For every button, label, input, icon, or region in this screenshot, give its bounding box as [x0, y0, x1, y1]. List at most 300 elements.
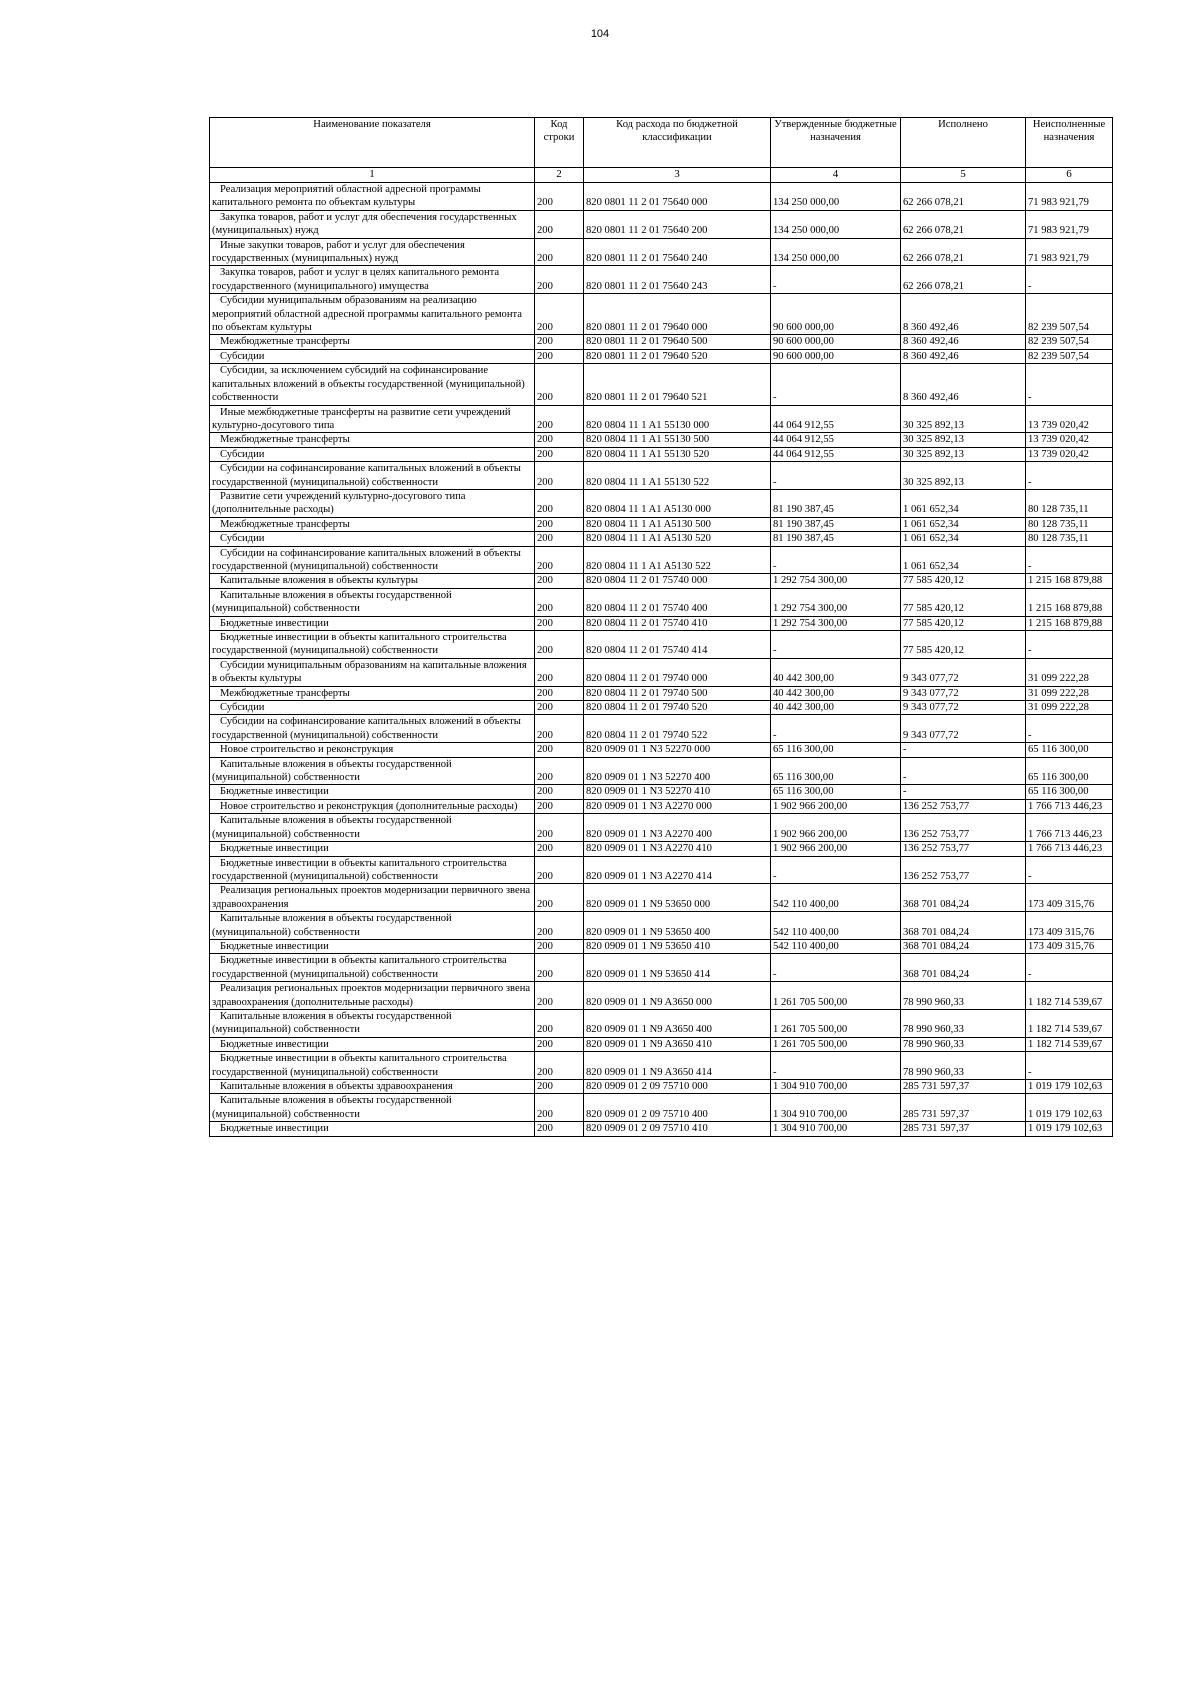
- table-row: [210, 489, 1113, 517]
- row-executed: 30 325 892,13: [901, 447, 1026, 461]
- row-line-code: 200: [535, 912, 584, 940]
- table-row: [210, 210, 1113, 238]
- row-line-code: 200: [535, 701, 584, 715]
- row-line-code: 200: [535, 954, 584, 982]
- row-executed: 8 360 492,46: [901, 364, 1026, 405]
- row-unexecuted: 80 128 735,11: [1026, 517, 1113, 531]
- row-line-code: 200: [535, 658, 584, 686]
- row-line-code: 200: [535, 517, 584, 531]
- table-row: [210, 517, 1113, 531]
- table-row: [210, 1094, 1113, 1122]
- row-executed: 78 990 960,33: [901, 1009, 1026, 1037]
- table-row: [210, 1080, 1113, 1094]
- row-line-code: 200: [535, 405, 584, 433]
- row-line-code: 200: [535, 1037, 584, 1051]
- row-executed: 9 343 077,72: [901, 715, 1026, 743]
- row-budget-code: 820 0909 01 1 N9 A3650 414: [584, 1052, 771, 1080]
- row-approved: 65 116 300,00: [771, 757, 901, 785]
- row-line-code: 200: [535, 462, 584, 490]
- row-approved: 90 600 000,00: [771, 294, 901, 335]
- table-row: [210, 335, 1113, 349]
- row-budget-code: 820 0909 01 1 N9 53650 000: [584, 884, 771, 912]
- column-number: 6: [1026, 168, 1113, 183]
- row-approved: 1 304 910 700,00: [771, 1080, 901, 1094]
- row-line-code: 200: [535, 546, 584, 574]
- header-indicator-name: Наименование показателя: [210, 118, 535, 168]
- row-name: Субсидии муниципальным образованиям на капитальные вложения в объекты культуры: [210, 658, 535, 686]
- row-budget-code: 820 0804 11 2 01 79740 500: [584, 686, 771, 700]
- row-executed: 62 266 078,21: [901, 183, 1026, 211]
- row-unexecuted: 1 766 713 446,23: [1026, 799, 1113, 813]
- row-unexecuted: 71 983 921,79: [1026, 238, 1113, 266]
- row-budget-code: 820 0801 11 2 01 79640 000: [584, 294, 771, 335]
- row-unexecuted: -: [1026, 856, 1113, 884]
- row-line-code: 200: [535, 489, 584, 517]
- row-name: Субсидии, за исключением субсидий на софинансирование капитальных вложений в объекты государственной (муниципальной) собственности: [210, 364, 535, 405]
- table-row: [210, 574, 1113, 588]
- row-unexecuted: 82 239 507,54: [1026, 294, 1113, 335]
- table-row: [210, 433, 1113, 447]
- row-executed: 368 701 084,24: [901, 954, 1026, 982]
- table-row: [210, 616, 1113, 630]
- row-name: Закупка товаров, работ и услуг в целях капитального ремонта государственного (муниципального) имущества: [210, 266, 535, 294]
- row-line-code: 200: [535, 631, 584, 659]
- row-executed: 78 990 960,33: [901, 1037, 1026, 1051]
- row-approved: -: [771, 546, 901, 574]
- row-line-code: 200: [535, 433, 584, 447]
- row-executed: 30 325 892,13: [901, 462, 1026, 490]
- row-approved: 1 292 754 300,00: [771, 616, 901, 630]
- row-name: Межбюджетные трансферты: [210, 517, 535, 531]
- row-unexecuted: 1 766 713 446,23: [1026, 814, 1113, 842]
- row-approved: 44 064 912,55: [771, 447, 901, 461]
- row-name: Капитальные вложения в объекты государственной (муниципальной) собственности: [210, 1009, 535, 1037]
- table-row: [210, 462, 1113, 490]
- table-row: [210, 939, 1113, 953]
- row-unexecuted: 65 116 300,00: [1026, 785, 1113, 799]
- column-number: 2: [535, 168, 584, 183]
- row-approved: -: [771, 856, 901, 884]
- row-budget-code: 820 0804 11 2 01 79740 000: [584, 658, 771, 686]
- row-line-code: 200: [535, 532, 584, 546]
- table-row: [210, 757, 1113, 785]
- row-name: Субсидии: [210, 447, 535, 461]
- row-line-code: 200: [535, 939, 584, 953]
- row-budget-code: 820 0909 01 1 N3 A2270 400: [584, 814, 771, 842]
- row-executed: -: [901, 785, 1026, 799]
- row-approved: 542 110 400,00: [771, 912, 901, 940]
- row-budget-code: 820 0801 11 2 01 79640 520: [584, 349, 771, 363]
- row-approved: -: [771, 715, 901, 743]
- row-name: Межбюджетные трансферты: [210, 433, 535, 447]
- row-budget-code: 820 0909 01 1 N3 52270 400: [584, 757, 771, 785]
- table-row: [210, 799, 1113, 813]
- row-executed: 77 585 420,12: [901, 588, 1026, 616]
- row-budget-code: 820 0909 01 1 N3 52270 410: [584, 785, 771, 799]
- row-name: Субсидии: [210, 701, 535, 715]
- row-line-code: 200: [535, 1080, 584, 1094]
- row-unexecuted: 80 128 735,11: [1026, 489, 1113, 517]
- row-approved: 1 902 966 200,00: [771, 814, 901, 842]
- column-number: 4: [771, 168, 901, 183]
- row-unexecuted: 1 182 714 539,67: [1026, 982, 1113, 1010]
- row-name: Межбюджетные трансферты: [210, 686, 535, 700]
- row-budget-code: 820 0804 11 1 A1 55130 500: [584, 433, 771, 447]
- row-line-code: 200: [535, 982, 584, 1010]
- row-approved: 81 190 387,45: [771, 517, 901, 531]
- row-approved: -: [771, 631, 901, 659]
- row-unexecuted: 82 239 507,54: [1026, 335, 1113, 349]
- table-row: [210, 405, 1113, 433]
- row-approved: 40 442 300,00: [771, 701, 901, 715]
- row-line-code: 200: [535, 686, 584, 700]
- header-line-code: Код строки: [535, 118, 584, 168]
- row-executed: 136 252 753,77: [901, 799, 1026, 813]
- row-approved: -: [771, 954, 901, 982]
- row-executed: 77 585 420,12: [901, 574, 1026, 588]
- row-unexecuted: -: [1026, 1052, 1113, 1080]
- row-approved: -: [771, 364, 901, 405]
- row-budget-code: 820 0801 11 2 01 79640 521: [584, 364, 771, 405]
- row-budget-code: 820 0909 01 2 09 75710 400: [584, 1094, 771, 1122]
- row-unexecuted: -: [1026, 364, 1113, 405]
- table-row: [210, 294, 1113, 335]
- row-name: Иные межбюджетные трансферты на развитие сети учреждений культурно-досугового типа: [210, 405, 535, 433]
- row-name: Капитальные вложения в объекты государственной (муниципальной) собственности: [210, 912, 535, 940]
- row-line-code: 200: [535, 743, 584, 757]
- row-budget-code: 820 0804 11 2 01 75740 414: [584, 631, 771, 659]
- row-approved: -: [771, 462, 901, 490]
- row-name: Капитальные вложения в объекты культуры: [210, 574, 535, 588]
- row-executed: 30 325 892,13: [901, 405, 1026, 433]
- row-unexecuted: 31 099 222,28: [1026, 701, 1113, 715]
- row-name: Бюджетные инвестиции: [210, 1037, 535, 1051]
- table-row: [210, 447, 1113, 461]
- table-row: [210, 183, 1113, 211]
- row-budget-code: 820 0801 11 2 01 79640 500: [584, 335, 771, 349]
- row-approved: 90 600 000,00: [771, 335, 901, 349]
- row-budget-code: 820 0804 11 2 01 75740 400: [584, 588, 771, 616]
- table-row: [210, 658, 1113, 686]
- row-executed: 9 343 077,72: [901, 658, 1026, 686]
- row-line-code: 200: [535, 294, 584, 335]
- row-name: Реализация региональных проектов модернизации первичного звена здравоохранения: [210, 884, 535, 912]
- row-executed: 62 266 078,21: [901, 210, 1026, 238]
- column-number: 3: [584, 168, 771, 183]
- row-executed: -: [901, 757, 1026, 785]
- row-budget-code: 820 0909 01 2 09 75710 410: [584, 1122, 771, 1136]
- table-row: [210, 1009, 1113, 1037]
- row-approved: 1 304 910 700,00: [771, 1122, 901, 1136]
- row-name: Субсидии на софинансирование капитальных вложений в объекты государственной (муниципальной) собственности: [210, 462, 535, 490]
- row-approved: 44 064 912,55: [771, 433, 901, 447]
- row-executed: 1 061 652,34: [901, 517, 1026, 531]
- row-name: Субсидии муниципальным образованиям на реализацию мероприятий областной адресной программы капитального ремонта по объектам культуры: [210, 294, 535, 335]
- row-line-code: 200: [535, 447, 584, 461]
- row-approved: 1 261 705 500,00: [771, 1037, 901, 1051]
- row-unexecuted: 13 739 020,42: [1026, 447, 1113, 461]
- table-row: [210, 532, 1113, 546]
- row-line-code: 200: [535, 1052, 584, 1080]
- row-executed: 368 701 084,24: [901, 939, 1026, 953]
- row-name: Капитальные вложения в объекты государственной (муниципальной) собственности: [210, 1094, 535, 1122]
- row-approved: -: [771, 266, 901, 294]
- row-approved: 1 292 754 300,00: [771, 588, 901, 616]
- row-executed: 136 252 753,77: [901, 842, 1026, 856]
- row-unexecuted: -: [1026, 954, 1113, 982]
- row-budget-code: 820 0804 11 1 A1 A5130 500: [584, 517, 771, 531]
- row-unexecuted: 1 019 179 102,63: [1026, 1122, 1113, 1136]
- table-row: [210, 546, 1113, 574]
- row-executed: 77 585 420,12: [901, 631, 1026, 659]
- row-unexecuted: 1 766 713 446,23: [1026, 842, 1113, 856]
- row-budget-code: 820 0909 01 1 N9 53650 400: [584, 912, 771, 940]
- column-number: 5: [901, 168, 1026, 183]
- row-line-code: 200: [535, 1122, 584, 1136]
- row-unexecuted: 13 739 020,42: [1026, 433, 1113, 447]
- row-executed: 77 585 420,12: [901, 616, 1026, 630]
- row-name: Субсидии: [210, 532, 535, 546]
- row-line-code: 200: [535, 364, 584, 405]
- row-unexecuted: 173 409 315,76: [1026, 912, 1113, 940]
- row-unexecuted: -: [1026, 462, 1113, 490]
- row-name: Развитие сети учреждений культурно-досугового типа (дополнительные расходы): [210, 489, 535, 517]
- table-row: [210, 701, 1113, 715]
- row-line-code: 200: [535, 349, 584, 363]
- row-name: Субсидии на софинансирование капитальных вложений в объекты государственной (муниципальной) собственности: [210, 715, 535, 743]
- row-budget-code: 820 0801 11 2 01 75640 243: [584, 266, 771, 294]
- row-line-code: 200: [535, 757, 584, 785]
- row-budget-code: 820 0804 11 1 A1 A5130 000: [584, 489, 771, 517]
- row-budget-code: 820 0909 01 1 N3 A2270 410: [584, 842, 771, 856]
- row-unexecuted: 1 215 168 879,88: [1026, 588, 1113, 616]
- row-budget-code: 820 0801 11 2 01 75640 240: [584, 238, 771, 266]
- row-unexecuted: -: [1026, 631, 1113, 659]
- row-approved: 1 304 910 700,00: [771, 1094, 901, 1122]
- row-executed: 9 343 077,72: [901, 701, 1026, 715]
- table-row: [210, 1052, 1113, 1080]
- row-budget-code: 820 0909 01 1 N3 A2270 414: [584, 856, 771, 884]
- row-unexecuted: 80 128 735,11: [1026, 532, 1113, 546]
- row-name: Бюджетные инвестиции в объекты капитального строительства государственной (муниципальной) собственности: [210, 1052, 535, 1080]
- row-line-code: 200: [535, 814, 584, 842]
- row-executed: 368 701 084,24: [901, 912, 1026, 940]
- row-name: Иные закупки товаров, работ и услуг для обеспечения государственных (муниципальных) нужд: [210, 238, 535, 266]
- row-name: Бюджетные инвестиции: [210, 1122, 535, 1136]
- row-unexecuted: 173 409 315,76: [1026, 939, 1113, 953]
- row-executed: 1 061 652,34: [901, 489, 1026, 517]
- table-row: [210, 631, 1113, 659]
- table-row: [210, 715, 1113, 743]
- row-executed: 78 990 960,33: [901, 1052, 1026, 1080]
- row-line-code: 200: [535, 785, 584, 799]
- table-row: [210, 686, 1113, 700]
- row-unexecuted: 1 182 714 539,67: [1026, 1009, 1113, 1037]
- row-executed: 285 731 597,37: [901, 1094, 1026, 1122]
- row-approved: 1 261 705 500,00: [771, 982, 901, 1010]
- table-row: [210, 884, 1113, 912]
- row-budget-code: 820 0804 11 1 A1 A5130 520: [584, 532, 771, 546]
- table-row: [210, 814, 1113, 842]
- row-approved: -: [771, 1052, 901, 1080]
- row-executed: 8 360 492,46: [901, 294, 1026, 335]
- row-name: Субсидии на софинансирование капитальных вложений в объекты государственной (муниципальной) собственности: [210, 546, 535, 574]
- row-line-code: 200: [535, 238, 584, 266]
- row-line-code: 200: [535, 574, 584, 588]
- row-approved: 542 110 400,00: [771, 939, 901, 953]
- row-executed: 1 061 652,34: [901, 546, 1026, 574]
- row-executed: 136 252 753,77: [901, 814, 1026, 842]
- row-budget-code: 820 0909 01 1 N9 53650 414: [584, 954, 771, 982]
- row-unexecuted: 1 215 168 879,88: [1026, 616, 1113, 630]
- row-approved: 90 600 000,00: [771, 349, 901, 363]
- table-row: [210, 856, 1113, 884]
- table-body: [210, 183, 1113, 1137]
- row-executed: 8 360 492,46: [901, 349, 1026, 363]
- table-row: [210, 842, 1113, 856]
- row-executed: 136 252 753,77: [901, 856, 1026, 884]
- row-executed: 285 731 597,37: [901, 1080, 1026, 1094]
- row-budget-code: 820 0909 01 1 N3 52270 000: [584, 743, 771, 757]
- row-approved: 81 190 387,45: [771, 489, 901, 517]
- table-row: [210, 982, 1113, 1010]
- row-unexecuted: 71 983 921,79: [1026, 210, 1113, 238]
- row-line-code: 200: [535, 1009, 584, 1037]
- row-budget-code: 820 0804 11 1 A1 55130 522: [584, 462, 771, 490]
- row-unexecuted: 13 739 020,42: [1026, 405, 1113, 433]
- row-line-code: 200: [535, 715, 584, 743]
- row-unexecuted: -: [1026, 715, 1113, 743]
- row-line-code: 200: [535, 616, 584, 630]
- row-approved: 65 116 300,00: [771, 785, 901, 799]
- row-name: Капитальные вложения в объекты здравоохранения: [210, 1080, 535, 1094]
- row-executed: 62 266 078,21: [901, 238, 1026, 266]
- table-row: [210, 266, 1113, 294]
- row-unexecuted: -: [1026, 266, 1113, 294]
- row-budget-code: 820 0801 11 2 01 75640 200: [584, 210, 771, 238]
- row-name: Межбюджетные трансферты: [210, 335, 535, 349]
- header-unexecuted-assignments: Неисполненные назначения: [1026, 118, 1113, 168]
- row-unexecuted: 1 215 168 879,88: [1026, 574, 1113, 588]
- row-unexecuted: 173 409 315,76: [1026, 884, 1113, 912]
- row-budget-code: 820 0804 11 2 01 79740 520: [584, 701, 771, 715]
- row-approved: 65 116 300,00: [771, 743, 901, 757]
- row-budget-code: 820 0804 11 1 A1 55130 000: [584, 405, 771, 433]
- row-line-code: 200: [535, 884, 584, 912]
- row-line-code: 200: [535, 335, 584, 349]
- table-row: [210, 912, 1113, 940]
- row-budget-code: 820 0804 11 2 01 75740 410: [584, 616, 771, 630]
- table-row: [210, 1037, 1113, 1051]
- row-approved: 542 110 400,00: [771, 884, 901, 912]
- row-name: Реализация мероприятий областной адресной программы капитального ремонта по объектам культуры: [210, 183, 535, 211]
- row-name: Бюджетные инвестиции: [210, 842, 535, 856]
- row-budget-code: 820 0909 01 1 N9 A3650 400: [584, 1009, 771, 1037]
- row-line-code: 200: [535, 588, 584, 616]
- table-row: [210, 1122, 1113, 1136]
- row-unexecuted: 65 116 300,00: [1026, 743, 1113, 757]
- row-budget-code: 820 0909 01 1 N9 A3650 410: [584, 1037, 771, 1051]
- row-approved: 134 250 000,00: [771, 210, 901, 238]
- row-executed: 30 325 892,13: [901, 433, 1026, 447]
- page-number: 104: [590, 28, 610, 40]
- column-number-row: [210, 168, 1113, 183]
- row-executed: 1 061 652,34: [901, 532, 1026, 546]
- row-name: Капитальные вложения в объекты государственной (муниципальной) собственности: [210, 588, 535, 616]
- row-unexecuted: 82 239 507,54: [1026, 349, 1113, 363]
- row-line-code: 200: [535, 183, 584, 211]
- row-line-code: 200: [535, 842, 584, 856]
- row-budget-code: 820 0909 01 1 N9 53650 410: [584, 939, 771, 953]
- row-budget-code: 820 0804 11 1 A1 55130 520: [584, 447, 771, 461]
- header-executed: Исполнено: [901, 118, 1026, 168]
- row-name: Закупка товаров, работ и услуг для обеспечения государственных (муниципальных) нужд: [210, 210, 535, 238]
- table-row: [210, 364, 1113, 405]
- row-name: Бюджетные инвестиции: [210, 616, 535, 630]
- row-unexecuted: -: [1026, 546, 1113, 574]
- header-approved-assignments: Утвержденные бюджетные назначения: [771, 118, 901, 168]
- row-budget-code: 820 0909 01 1 N9 A3650 000: [584, 982, 771, 1010]
- row-name: Бюджетные инвестиции в объекты капитального строительства государственной (муниципальной) собственности: [210, 954, 535, 982]
- row-name: Новое строительство и реконструкция (дополнительные расходы): [210, 799, 535, 813]
- row-name: Бюджетные инвестиции в объекты капитального строительства государственной (муниципальной) собственности: [210, 631, 535, 659]
- row-approved: 1 261 705 500,00: [771, 1009, 901, 1037]
- row-name: Бюджетные инвестиции в объекты капитального строительства государственной (муниципальной) собственности: [210, 856, 535, 884]
- row-executed: -: [901, 743, 1026, 757]
- table-row: [210, 743, 1113, 757]
- row-line-code: 200: [535, 856, 584, 884]
- row-approved: 1 902 966 200,00: [771, 799, 901, 813]
- row-approved: 44 064 912,55: [771, 405, 901, 433]
- row-name: Новое строительство и реконструкция: [210, 743, 535, 757]
- table-row: [210, 349, 1113, 363]
- row-budget-code: 820 0804 11 2 01 75740 000: [584, 574, 771, 588]
- table-row: [210, 588, 1113, 616]
- row-unexecuted: 65 116 300,00: [1026, 757, 1113, 785]
- table-row: [210, 785, 1113, 799]
- row-line-code: 200: [535, 799, 584, 813]
- row-unexecuted: 31 099 222,28: [1026, 658, 1113, 686]
- row-approved: 134 250 000,00: [771, 183, 901, 211]
- row-executed: 8 360 492,46: [901, 335, 1026, 349]
- row-unexecuted: 71 983 921,79: [1026, 183, 1113, 211]
- row-unexecuted: 1 019 179 102,63: [1026, 1080, 1113, 1094]
- row-budget-code: 820 0804 11 2 01 79740 522: [584, 715, 771, 743]
- table-row: [210, 954, 1113, 982]
- row-budget-code: 820 0801 11 2 01 75640 000: [584, 183, 771, 211]
- row-name: Бюджетные инвестиции: [210, 939, 535, 953]
- row-approved: 40 442 300,00: [771, 658, 901, 686]
- row-executed: 285 731 597,37: [901, 1122, 1026, 1136]
- table-header-row: [210, 118, 1113, 168]
- row-budget-code: 820 0909 01 1 N3 A2270 000: [584, 799, 771, 813]
- column-number: 1: [210, 168, 535, 183]
- row-budget-code: 820 0909 01 2 09 75710 000: [584, 1080, 771, 1094]
- row-executed: 78 990 960,33: [901, 982, 1026, 1010]
- row-unexecuted: 1 019 179 102,63: [1026, 1094, 1113, 1122]
- row-executed: 62 266 078,21: [901, 266, 1026, 294]
- row-approved: 81 190 387,45: [771, 532, 901, 546]
- row-name: Капитальные вложения в объекты государственной (муниципальной) собственности: [210, 757, 535, 785]
- row-unexecuted: 31 099 222,28: [1026, 686, 1113, 700]
- row-line-code: 200: [535, 266, 584, 294]
- row-line-code: 200: [535, 210, 584, 238]
- row-line-code: 200: [535, 1094, 584, 1122]
- table-row: [210, 238, 1113, 266]
- row-executed: 9 343 077,72: [901, 686, 1026, 700]
- budget-execution-table: [209, 117, 1113, 1137]
- row-name: Бюджетные инвестиции: [210, 785, 535, 799]
